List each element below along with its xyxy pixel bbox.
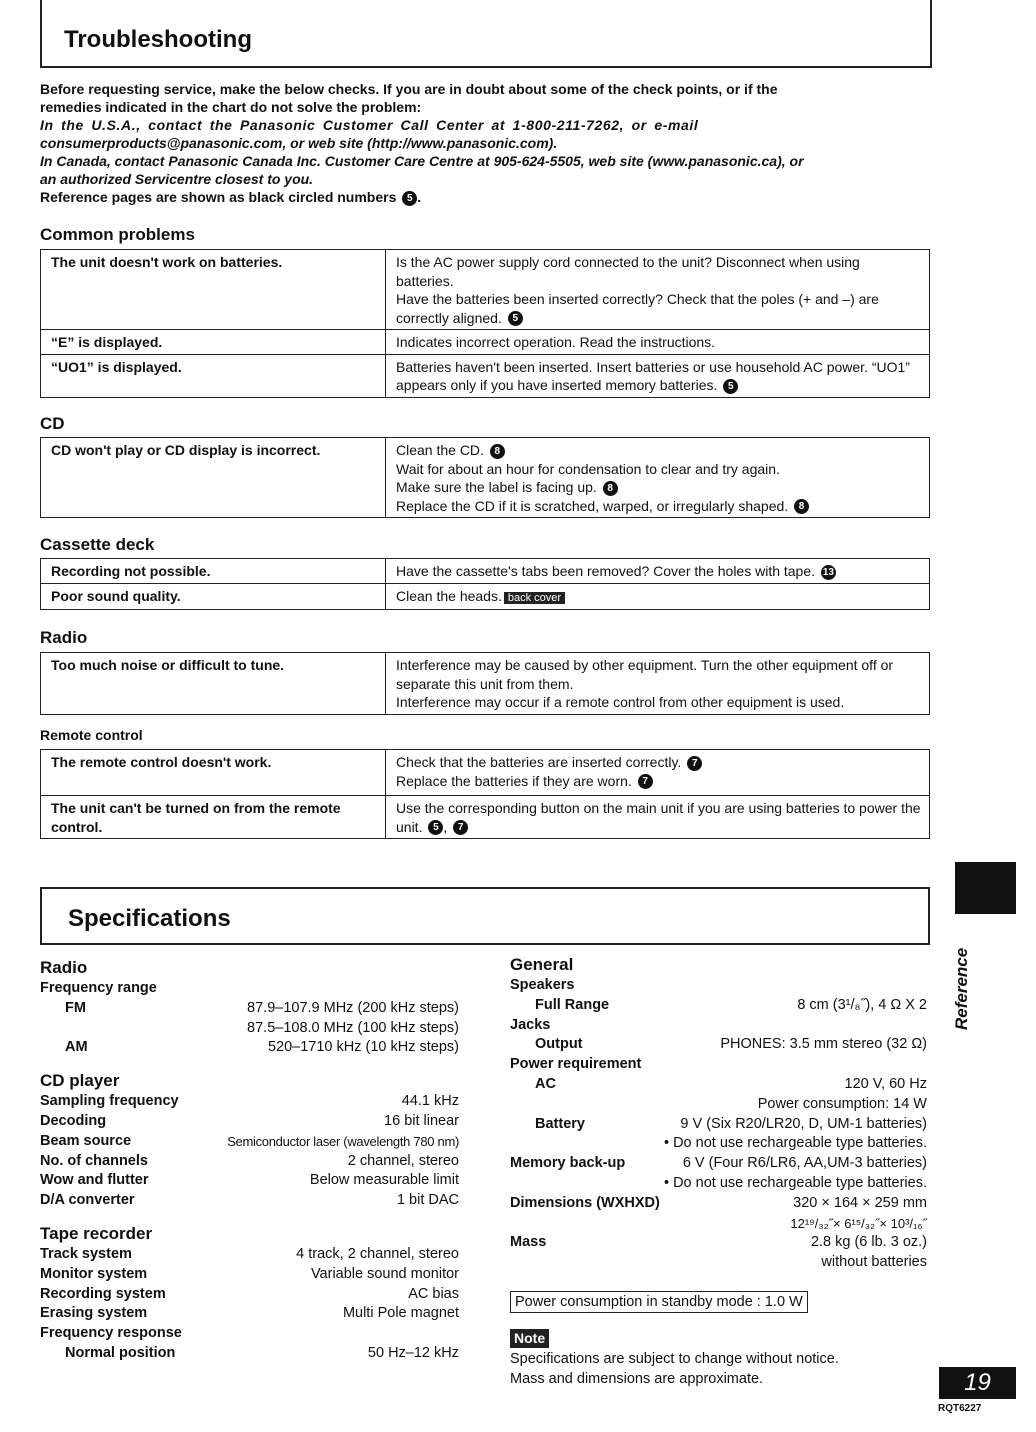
troubleshooting-title-box	[40, 0, 932, 68]
problem-cell: The remote control doesn't work.	[41, 750, 386, 796]
solution-cell: Indicates incorrect operation. Read the instructions.	[386, 330, 930, 355]
spec-label: Track system	[40, 1245, 132, 1262]
problem-cell: The unit can't be turned on from the remote control.	[41, 796, 386, 839]
spec-label: Frequency response	[40, 1325, 182, 1342]
note-line: Specifications are subject to change without notice.	[510, 1351, 839, 1367]
spec-tape-heading: Tape recorder	[40, 1223, 153, 1243]
table-row	[41, 250, 930, 330]
circled-number-icon: 7	[687, 756, 702, 771]
common-problems-table	[40, 249, 930, 398]
spec-value: 6 V (Four R6/LR6, AA,UM-3 batteries)	[682, 1155, 927, 1172]
circled-number-icon: 8	[603, 481, 618, 496]
table-row	[41, 330, 930, 355]
specifications-title: Specifications	[68, 905, 231, 932]
spec-value: 520–1710 kHz (10 kHz steps)	[267, 1039, 459, 1056]
spec-label: Jacks	[510, 1016, 551, 1033]
spec-label: Beam source	[40, 1132, 132, 1149]
solution-cell	[386, 250, 930, 330]
spec-radio-heading: Radio	[40, 958, 88, 977]
spec-cd-heading: CD player	[40, 1071, 120, 1091]
problem-cell: Too much noise or difficult to tune.	[41, 653, 386, 715]
spec-label: Erasing system	[40, 1305, 148, 1322]
problem-cell: CD won't play or CD display is incorrect.	[41, 438, 386, 518]
problem-cell: “E” is displayed.	[41, 330, 386, 355]
table-row	[41, 438, 930, 518]
solution-text: Interference may be caused by other equipment. Turn the other equipment off or separate this unit from them.	[396, 657, 894, 692]
spec-label: AM	[65, 1039, 88, 1056]
spec-value: 2.8 kg (6 lb. 3 oz.)	[810, 1234, 927, 1251]
common-problems-heading: Common problems	[40, 225, 195, 244]
reference-note: Reference pages are shown as black circled numbers 5 .	[40, 189, 422, 205]
spec-label: Battery	[535, 1115, 585, 1132]
solution-cell	[386, 438, 930, 518]
spec-value: Semiconductor laser (wavelength 780 nm)	[227, 1133, 459, 1149]
spec-value: 44.1 kHz	[401, 1093, 459, 1110]
note-badge: Note	[510, 1329, 549, 1348]
circled-number-icon: 13	[822, 566, 834, 578]
spec-value: 320 × 164 × 259 mm	[793, 1194, 927, 1211]
spec-label: Power requirement	[510, 1056, 642, 1073]
table-row	[41, 653, 930, 715]
spec-value: 87.9–107.9 MHz (200 kHz steps)	[247, 999, 459, 1016]
radio-heading: Radio	[40, 628, 88, 647]
radio-table	[40, 652, 930, 715]
problem-cell: Poor sound quality.	[41, 583, 386, 610]
reference-tab-marker	[955, 862, 1016, 914]
table-row	[41, 750, 930, 796]
spec-value: 9 V (Six R20/LR20, D, UM-1 batteries)	[680, 1115, 927, 1132]
spec-label: Recording system	[40, 1285, 166, 1302]
spec-label: Monitor system	[40, 1265, 148, 1282]
spec-value: without batteries	[821, 1254, 927, 1271]
spec-value: 1 bit DAC	[396, 1192, 459, 1209]
note-text	[510, 1349, 839, 1389]
spec-value: 8 cm (3¹/₈˝), 4 Ω X 2	[797, 996, 927, 1013]
solution-cell: Clean the heads. back cover	[386, 583, 930, 610]
solution-text: Replace the batteries if they are worn. 7	[396, 772, 921, 791]
problem-cell: “UO1” is displayed.	[41, 354, 386, 397]
reference-note-text: Reference pages are shown as black circled numbers	[40, 189, 397, 205]
remote-heading: Remote control	[40, 727, 143, 743]
solution-text: Is the AC power supply cord connected to the unit? Disconnect when using batteries.	[396, 254, 860, 289]
standby-power-box: Power consumption in standby mode : 1.0 W	[510, 1291, 808, 1313]
spec-right-column	[510, 954, 927, 1273]
spec-general-heading: General	[510, 955, 574, 974]
circled-number-icon: 5	[723, 379, 738, 394]
problem-cell: Recording not possible.	[41, 559, 386, 584]
note-line: Mass and dimensions are approximate.	[510, 1371, 764, 1387]
spec-value: 50 Hz–12 kHz	[367, 1344, 459, 1361]
page-number: 19	[939, 1367, 1016, 1399]
spec-label: Decoding	[40, 1112, 107, 1129]
spec-value: 4 track, 2 channel, stereo	[296, 1245, 459, 1262]
spec-label: Frequency range	[40, 980, 157, 996]
spec-value: • Do not use rechargeable type batteries.	[663, 1174, 927, 1191]
intro	[40, 80, 932, 206]
spec-value: 16 bit linear	[384, 1112, 459, 1129]
solution-cell	[386, 653, 930, 715]
spec-label: Output	[535, 1036, 583, 1053]
troubleshooting-title: Troubleshooting	[64, 26, 252, 53]
spec-label: FM	[65, 999, 86, 1016]
table-row	[41, 583, 930, 610]
spec-value: Below measurable limit	[309, 1172, 459, 1189]
remote-table	[40, 749, 930, 839]
solution-text: Check that the batteries are inserted correctly. 7	[396, 753, 921, 772]
spec-label: AC	[535, 1075, 556, 1092]
spec-label: Speakers	[510, 977, 575, 993]
spec-value: Variable sound monitor	[310, 1265, 459, 1282]
circled-number-icon: 8	[490, 444, 505, 459]
canada-line-2: an authorized Servicentre closest to you.	[40, 171, 314, 187]
spec-label: Sampling frequency	[40, 1093, 179, 1110]
specifications-title-box	[40, 887, 930, 945]
spec-label: D/A converter	[40, 1192, 135, 1209]
spec-value: AC bias	[408, 1285, 459, 1302]
spec-label: Dimensions (WXHXD)	[510, 1194, 660, 1211]
spec-value: • Do not use rechargeable type batteries.	[663, 1135, 927, 1152]
intro-line-2: remedies indicated in the chart do not solve the problem:	[40, 99, 422, 115]
reference-tab-label-anchor	[952, 947, 974, 1031]
spec-label: Full Range	[535, 996, 610, 1013]
cassette-heading: Cassette deck	[40, 535, 155, 554]
solution-text: Replace the CD if it is scratched, warped, or irregularly shaped. 8	[396, 497, 921, 516]
cassette-table	[40, 558, 930, 610]
circled-number-icon: 5	[428, 820, 443, 835]
usa-line-2: consumerproducts@panasonic.com, or web site (http://www.panasonic.com).	[40, 135, 558, 151]
solution-text: Have the batteries been inserted correctly? Check that the poles (+ and –) are correctly aligned. 5	[396, 291, 879, 326]
problem-cell: The unit doesn't work on batteries.	[41, 250, 386, 330]
spec-value: 87.5–108.0 MHz (100 kHz steps)	[247, 1019, 459, 1036]
circled-number-icon: 8	[794, 499, 809, 514]
solution-cell	[386, 750, 930, 796]
spec-label: Normal position	[65, 1344, 176, 1361]
spec-value: 2 channel, stereo	[347, 1152, 459, 1169]
solution-text: Make sure the label is facing up. 8	[396, 478, 921, 497]
table-row	[41, 559, 930, 584]
spec-label: Memory back-up	[510, 1155, 626, 1172]
cd-heading: CD	[40, 414, 65, 433]
back-cover-badge: back cover	[504, 592, 565, 604]
intro-line-1: Before requesting service, make the below checks. If you are in doubt about some of the check points, or if the	[40, 81, 778, 97]
cd-table	[40, 437, 930, 518]
solution-cell: Batteries haven't been inserted. Insert batteries or use household AC power. “UO1” appears only if you have inserted memory batteries. 5	[386, 354, 930, 397]
table-row	[41, 354, 930, 397]
solution-text: Interference may occur if a remote control from other equipment is used.	[396, 694, 845, 710]
canada-line-1: In Canada, contact Panasonic Canada Inc. Customer Care Centre at 905-624-5505, web site (www.panasonic.ca), or	[40, 153, 804, 169]
spec-value: Power consumption: 14 W	[757, 1095, 927, 1112]
solution-cell: Use the corresponding button on the main unit if you are using batteries to power the unit. 5 , 7	[386, 796, 930, 839]
solution-cell: Have the cassette's tabs been removed? Cover the holes with tape. 13	[386, 559, 930, 584]
spec-left-column	[40, 957, 459, 1364]
spec-value: Multi Pole magnet	[342, 1305, 459, 1322]
table-row	[41, 796, 930, 839]
doc-code: RQT6227	[938, 1403, 982, 1414]
spec-value: PHONES: 3.5 mm stereo (32 Ω)	[720, 1036, 927, 1053]
circled-number-icon: 5	[402, 191, 417, 206]
circled-number-icon: 7	[453, 820, 468, 835]
solution-text: Clean the CD. 8	[396, 441, 921, 460]
spec-label: Mass	[510, 1234, 547, 1251]
spec-value: 12¹⁹/₃₂˝× 6¹⁵/₃₂˝× 10³/₁₆˝	[790, 1215, 927, 1231]
circled-number-icon: 5	[508, 311, 523, 326]
spec-label: No. of channels	[40, 1152, 148, 1169]
solution-text: Wait for about an hour for condensation to clear and try again.	[396, 460, 780, 477]
reference-tab-label: Reference	[952, 947, 971, 1030]
circled-number-icon: 7	[638, 774, 653, 789]
usa-line-1: In the U.S.A., contact the Panasonic Customer Call Center at 1-800-211-7262, or e-mail	[40, 117, 699, 133]
spec-label: Wow and flutter	[40, 1172, 149, 1189]
spec-value: 120 V, 60 Hz	[844, 1075, 927, 1092]
